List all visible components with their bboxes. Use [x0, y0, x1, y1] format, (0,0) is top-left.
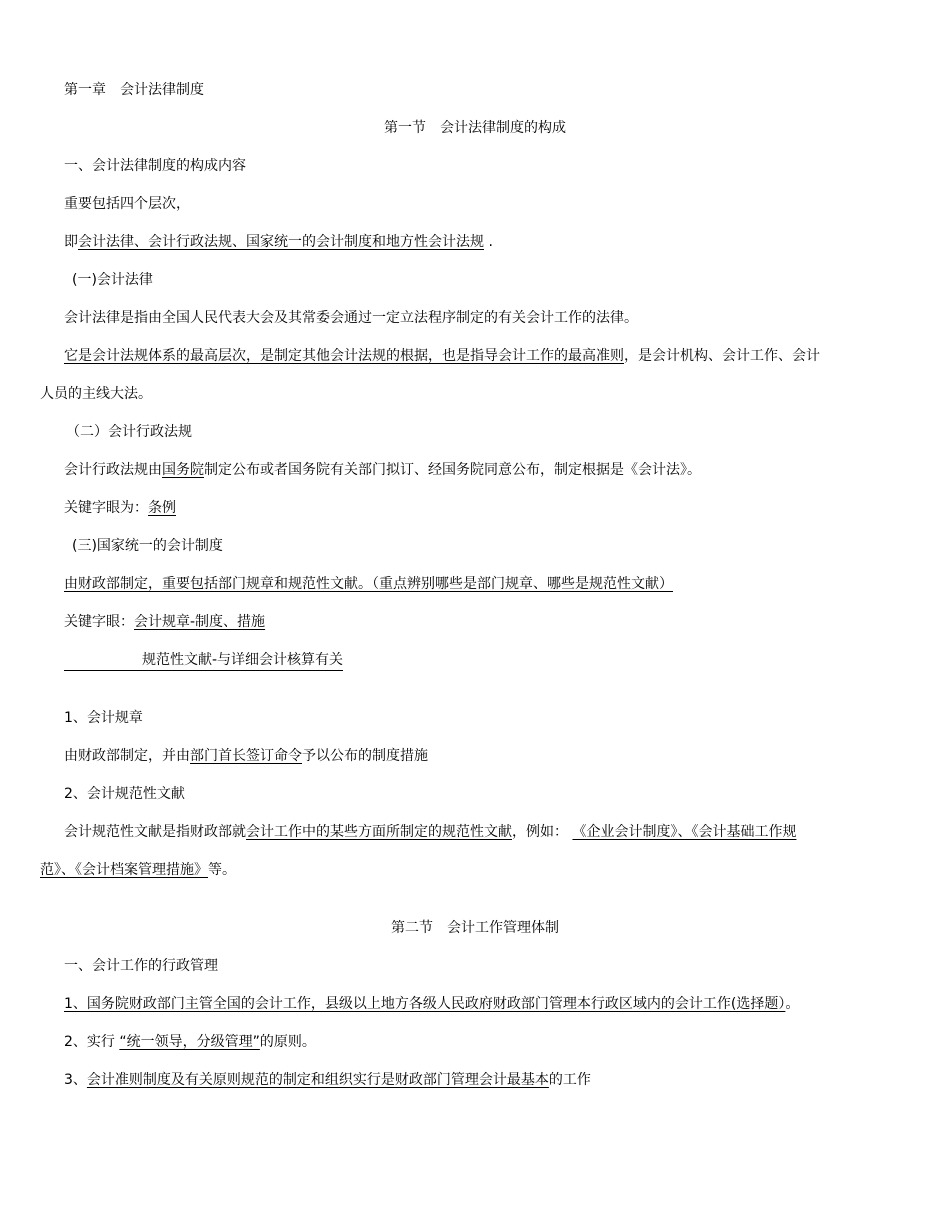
subheading: (一)会计法律	[72, 272, 153, 288]
underlined-text: 条例	[148, 500, 176, 516]
paragraph: 它是会计法规体系的最高层次，是制定其他会计法规的根据，也是指导会计工作的最高准则，是会计机构、会计工作、会计	[64, 348, 820, 364]
section-title: 第二节 会计工作管理体制	[391, 920, 559, 936]
paragraph-continuation: 范》、《会计档案管理措施》等。	[40, 862, 236, 878]
paragraph: 即会计法律、会计行政法规、国家统一的会计制度和地方性会计法规 .	[64, 234, 493, 250]
section-title: 第一节 会计法律制度的构成	[384, 120, 566, 136]
underlined-text: 国务院	[162, 462, 204, 478]
underlined-text: 规范性文献-与详细会计核算有关	[64, 650, 343, 671]
paragraph	[64, 574, 673, 594]
paragraph: 3、会计准则制度及有关原则规范的制定和组织实行是财政部门管理会计最基本的工作	[64, 1072, 591, 1088]
subheading: （二）会计行政法规	[66, 424, 192, 440]
underlined-text: 《企业会计制度》、《会计基础工作规	[572, 824, 797, 840]
heading: 一、会计法律制度的构成内容	[64, 158, 246, 174]
paragraph: 1、国务院财政部门主管全国的会计工作，县级以上地方各级人民政府财政部门管理本行政区域内的会计工作(选择题）。	[64, 996, 800, 1012]
list-item-heading: 1、会计规章	[64, 710, 143, 726]
underlined-text: 部门首长签订命令	[190, 748, 302, 764]
list-item-heading: 2、会计规范性文献	[64, 786, 185, 802]
paragraph: 2、实行 “统一领导，分级管理”的原则。	[64, 1034, 316, 1050]
underlined-text: 由财政部制定，重要包括部门规章和规范性文献。（重点辨别哪些是部门规章、哪些是规范性文献）	[64, 576, 673, 592]
heading: 一、会计工作的行政管理	[64, 958, 218, 974]
underlined-text: 它是会计法规体系的最高层次，是制定其他会计法规的根据，也是指导会计工作的最高准则	[64, 348, 624, 364]
paragraph: 重要包括四个层次，	[64, 196, 190, 212]
underlined-text: 会计规章-制度、措施	[134, 614, 266, 630]
paragraph: 关键字眼为：条例	[64, 500, 176, 516]
underlined-text: 范》、《会计档案管理措施》	[40, 862, 208, 878]
paragraph-continuation: 人员的主线大法。	[40, 386, 152, 402]
paragraph: 会计行政法规由国务院制定公布或者国务院有关部门拟订、经国务院同意公布，制定根据是《会计法》。	[64, 462, 701, 478]
paragraph	[64, 650, 343, 671]
chapter-title: 第一章 会计法律制度	[64, 82, 204, 98]
underlined-text: 会计法律、会计行政法规、国家统一的会计制度和地方性会计法规	[78, 234, 484, 250]
underlined-text: “统一领导，分级管理”	[119, 1034, 260, 1050]
paragraph: 会计规范性文献是指财政部就会计工作中的某些方面所制定的规范性文献，例如： 《企业会计制度》、《会计基础工作规	[64, 824, 797, 840]
underlined-text: 会计准则制度及有关原则规范的制定和组织实行是财政部门管理会计最基本	[86, 1072, 549, 1088]
paragraph: 由财政部制定，并由部门首长签订命令予以公布的制度措施	[64, 748, 428, 764]
subheading: (三)国家统一的会计制度	[72, 538, 223, 554]
underlined-text: 会计工作中的某些方面所制定的规范性文献	[246, 824, 512, 840]
paragraph: 关键字眼：会计规章-制度、措施	[64, 614, 266, 630]
underlined-text: 1、国务院财政部门主管全国的会计工作，县级以上地方各级人民政府财政部门管理本行政区域内的会计工作(选择题）	[64, 996, 786, 1012]
paragraph: 会计法律是指由全国人民代表大会及其常委会通过一定立法程序制定的有关会计工作的法律。	[64, 310, 638, 326]
